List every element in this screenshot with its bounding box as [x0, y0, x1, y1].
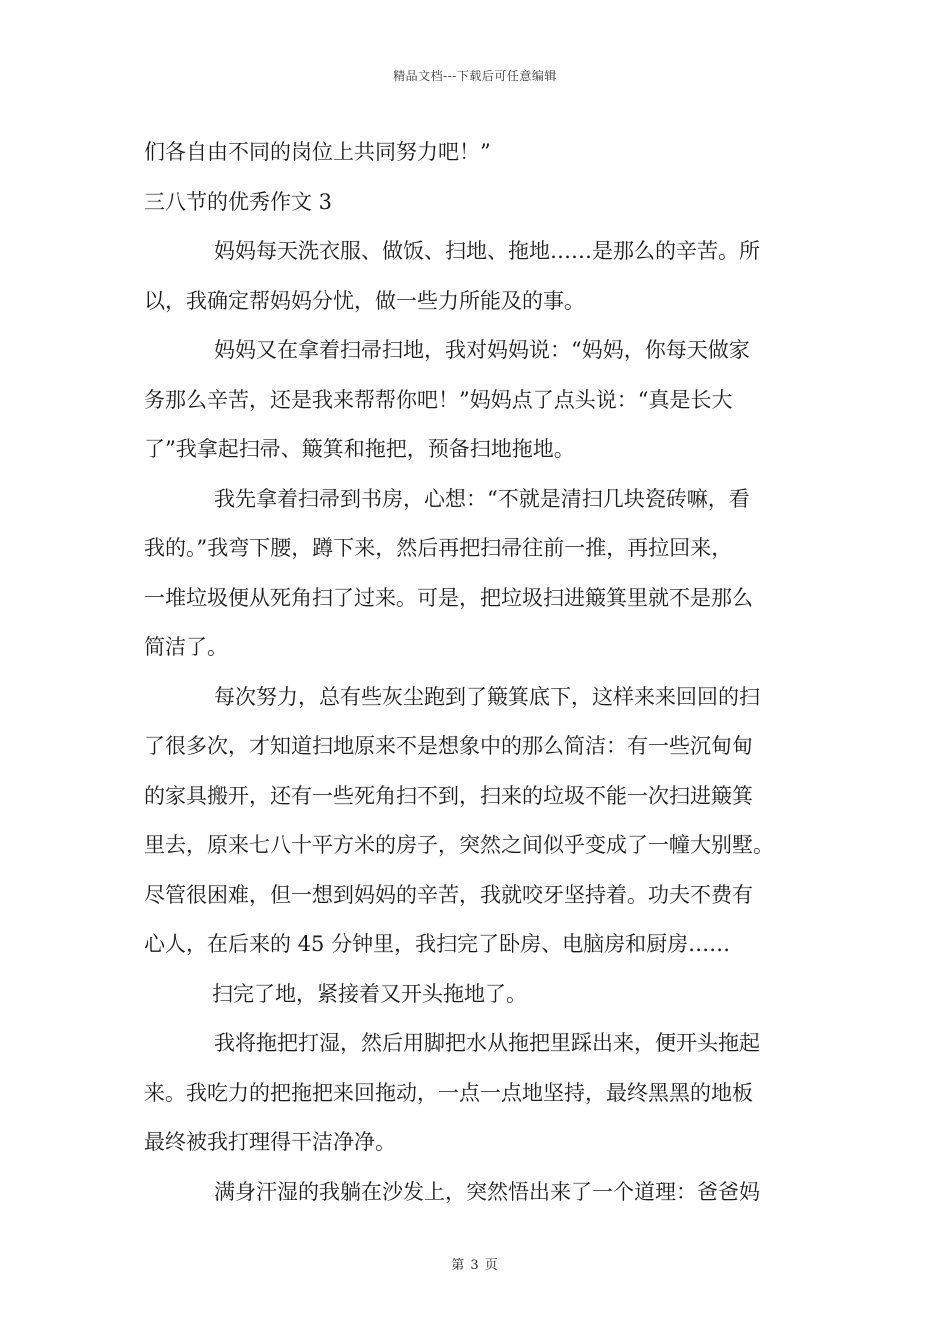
text-line: 我将拖把打湿，然后用脚把水从拖把里踩出来，便开头拖起: [214, 1031, 760, 1055]
text-line: 的家具搬开，还有一些死角扫不到，扫来的垃圾不能一次扫进簸箕: [144, 783, 753, 808]
text-line: 务那么辛苦，还是我来帮帮你吧！”妈妈点了点头说：“真是长大: [144, 387, 733, 412]
text-line: 满身汗湿的我躺在沙发上，突然悟出来了一个道理：爸爸妈: [214, 1179, 760, 1204]
document-body: [144, 128, 824, 1217]
text-line: 扫完了地，紧接着又开头拖地了。: [212, 981, 527, 1006]
text-line: 我的。”我弯下腰，蹲下来，然后再把扫帚往前一推，再拉回来，: [144, 536, 733, 560]
text-line: 心人，在后来的 45 分钟里，我扫完了卧房、电脑房和厨房……: [144, 932, 731, 956]
text-line: 妈妈每天洗衣服、做饭、扫地、拖地……是那么的辛苦。所: [214, 239, 760, 263]
text-line: 们各自由不同的岗位上共同努力吧！”: [144, 140, 491, 164]
text-line: 以，我确定帮妈妈分忧，做一些力所能及的事。: [144, 288, 585, 313]
text-line: 了”我拿起扫帚、簸箕和拖把，预备扫地拖地。: [144, 437, 575, 461]
text-line: 来。我吃力的把拖把来回拖动，一点一点地坚持，最终黑黑的地板: [144, 1080, 753, 1105]
page-header: 精品文档---下载后可任意编辑: [393, 69, 557, 83]
page-number: 第 3 页: [451, 1258, 499, 1273]
text-line: 最终被我打理得干洁净净。: [144, 1130, 396, 1154]
text-line: 一堆垃圾便从死角扫了过来。可是，把垃圾扫进簸箕里就不是那么: [144, 585, 753, 610]
text-line: 尽管很困难，但一想到妈妈的辛苦，我就咬牙坚持着。功夫不费有: [144, 882, 753, 907]
text-line: 简洁了。: [144, 635, 228, 659]
text-line: 了很多次，才知道扫地原来不是想象中的那么简洁：有一些沉甸甸: [144, 734, 753, 758]
section-title: 三八节的优秀作文 3: [144, 189, 333, 214]
text-line: 里去，原来七八十平方米的房子，突然之间似乎变成了一幢大别墅。: [144, 833, 774, 857]
text-line: 妈妈又在拿着扫帚扫地，我对妈妈说：“妈妈，你每天做家: [214, 338, 750, 362]
text-line: 每次努力，总有些灰尘跑到了簸箕底下，这样来来回回的扫: [214, 684, 760, 709]
text-line: 我先拿着扫帚到书房，心想：“不就是清扫几块瓷砖嘛，看: [214, 486, 750, 511]
